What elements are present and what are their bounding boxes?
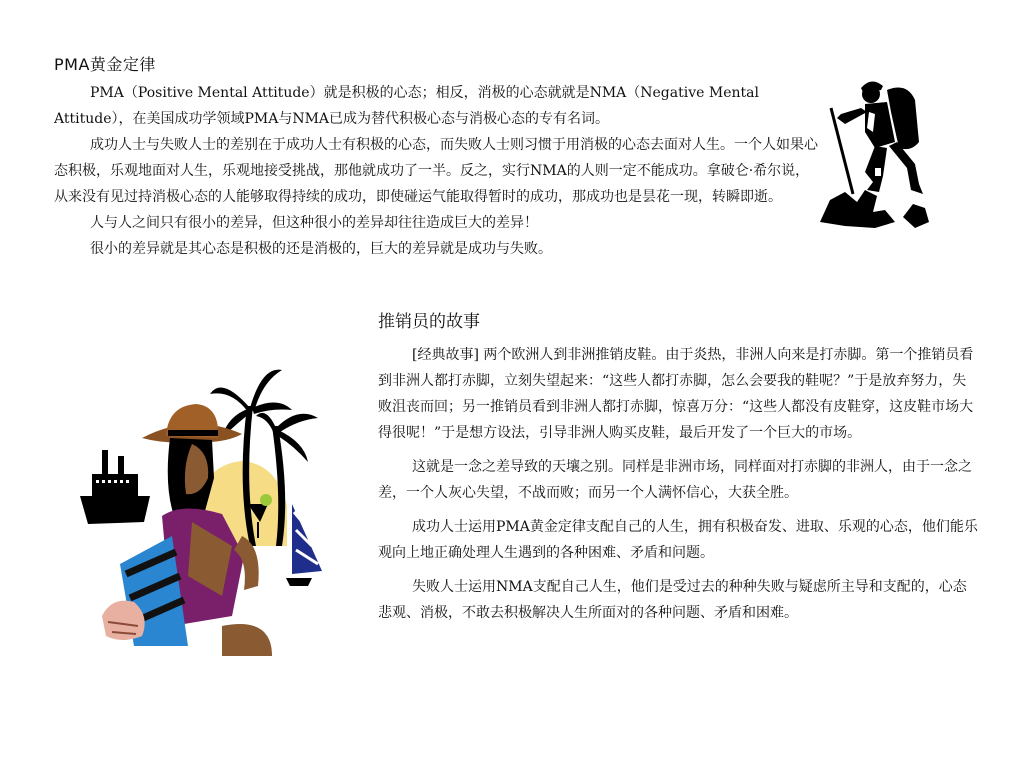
hiker-clipart xyxy=(815,72,935,232)
section-title-salesman: 推销员的故事 xyxy=(378,312,480,332)
pma-text-block xyxy=(54,80,820,262)
story-paragraph: 失败人士运用NMA支配自己人生，他们是受过去的种种失败与疑虑所主导和支配的，心态悲观、消极，不敢去积极解决人生所面对的各种问题、矛盾和困难。 xyxy=(378,579,967,621)
pma-paragraph: 很小的差异就是其心态是积极的还是消极的，巨大的差异就是成功与失败。 xyxy=(90,241,552,257)
pma-paragraph: 人与人之间只有很小的差异，但这种很小的差异却往往造成巨大的差异！ xyxy=(90,215,538,231)
beach-clipart xyxy=(72,346,342,656)
story-paragraph: 成功人士运用PMA黄金定律支配自己的人生，拥有积极奋发、进取、乐观的心态，他们能乐观向上地正确处理人生遇到的各种困难、矛盾和问题。 xyxy=(378,519,978,561)
pma-paragraph: PMA（Positive Mental Attitude）就是积极的心态；相反，消极的心态就就是NMA（Negative Mental Attitude），在美国成功学领域PMA与NMA已成为替代积极心态与消极心态的专有名词。 xyxy=(54,85,759,127)
pma-paragraph: 成功人士与失败人士的差别在于成功人士有积极的心态，而失败人士则习惯于用消极的心态去面对人生。一个人如果心态积极，乐观地面对人生，乐观地接受挑战，那他就成功了一半。反之，实行NMA的人则一定不能成功。拿破仑·希尔说，从来没有见过持消极心态的人能够取得持续的成功，即使碰运气能取得暂时的成功，那成功也是昙花一现，转瞬即逝。 xyxy=(54,137,818,205)
section-title-pma: PMA黄金定律 xyxy=(54,55,156,74)
salesman-text-block xyxy=(378,342,978,634)
story-paragraph: [经典故事] 两个欧洲人到非洲推销皮鞋。由于炎热，非洲人向来是打赤脚。第一个推销员看到非洲人都打赤脚，立刻失望起来：“这些人都打赤脚，怎么会要我的鞋呢？”于是放弃努力，失败沮丧而回；另一推销员看到非洲人都打赤脚，惊喜万分：“这些人都没有皮鞋穿，这皮鞋市场大得很呢！”于是想方设法，引导非洲人购买皮鞋，最后开发了一个巨大的市场。 xyxy=(378,347,974,441)
story-paragraph: 这就是一念之差导致的天壤之别。同样是非洲市场，同样面对打赤脚的非洲人，由于一念之差，一个人灰心失望，不战而败；而另一个人满怀信心，大获全胜。 xyxy=(378,459,972,501)
